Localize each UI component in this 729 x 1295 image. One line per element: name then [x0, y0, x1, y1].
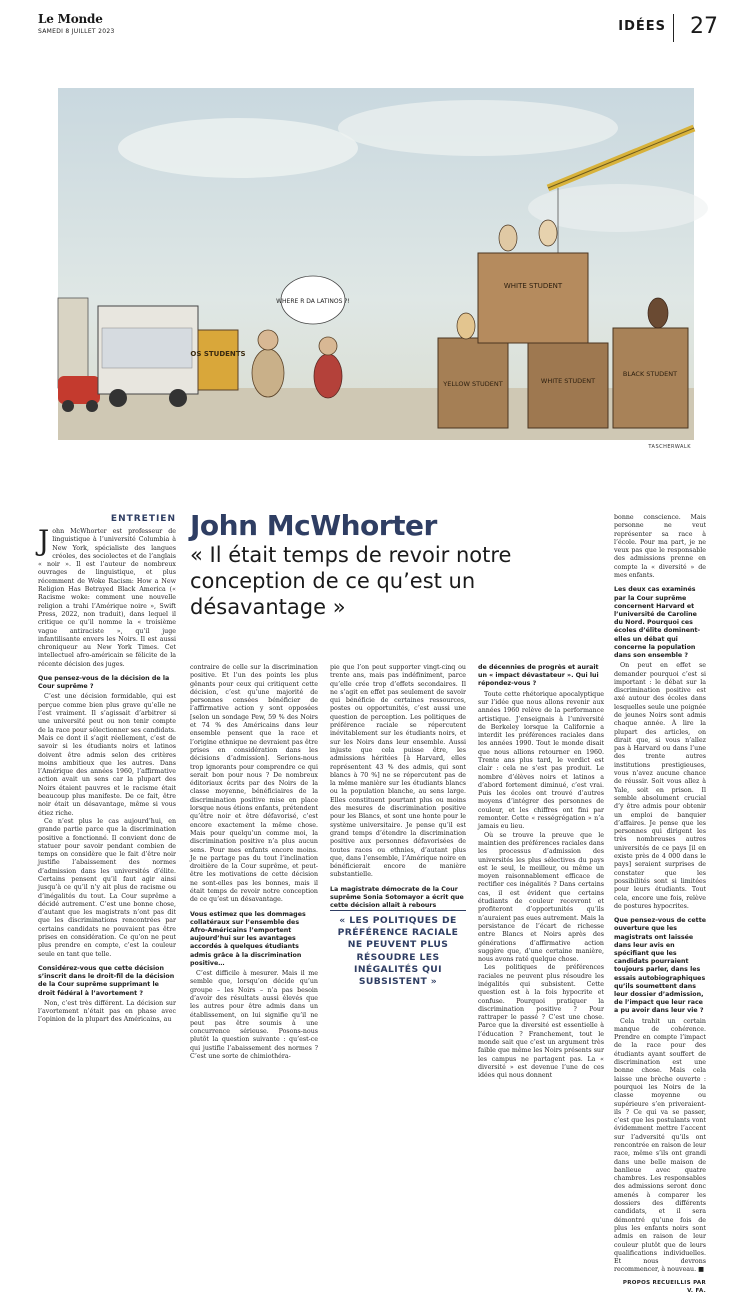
- question: Que pensez-vous de cette ouverture que les magistrats ont laissée dans leur avis en spécifiant que les candidats pourraient toujours parler, dans les essais autobiographiques qu’ils soumettent dans leur dossier d’admission, de l’impact que leur race a pu avoir dans leur vie ?: [614, 917, 706, 1015]
- answer: C’est une décision formidable, qui est perçue comme bien plus grave qu’elle ne l’est vraiment. Il s’agissait d’arbitrer si une université peut ou non tenir compte de la race pour sélectionner ses candidats. Mais ce dont il s’agit réellement, c’est de savoir si les étudiants noirs et latinos doivent être admis selon des critères moins ambitieux que les autres. Dans l’Amérique des années 1960, l’affirmative action avait un sens car la plupart des Noirs étaient pauvres et le racisme était beaucoup plus manifeste. De ce fait, être noir était un désavantage, même si vous étiez riche.: [38, 693, 176, 817]
- car-wheel: [62, 400, 74, 412]
- question: Les deux cas examinés par la Cour suprême concernent Harvard et l’université de Caroline du Nord. Pourquoi ces écoles d’élite dominent-elles un débat qui concerne la population dans son ensemble ?: [614, 586, 701, 659]
- byline: PROPOS RECUEILLIS PAR V. FA.: [622, 1279, 706, 1295]
- white-crate-2-label: WHITE STUDENT: [540, 377, 596, 385]
- answer: Ce n’est plus le cas aujourd’hui, en grande partie parce que la discrimination positive a fonctionné. Il convient donc de statuer pour savoir pendant combien de temps on considère que le fait d’être noir justifie l’abaissement des normes d’admission dans les universités d’élite. Certains pensent qu’il faut agir ainsi jusqu’à ce qu’il n’y ait plus de racisme ou d’inégalités du tout. La Cour suprême a décidé autrement. C’est une bonne chose, d’autant que les magistrats n’ont pas dit que les discriminations rencontrées par certains candidats ne pouvaient pas être prises en considération. Ce qu’on ne peut plus prendre en compte, c’est la couleur seule en tant que telle.: [38, 817, 176, 958]
- white-student-crate-2: [528, 343, 608, 428]
- figure-latino: [252, 349, 284, 397]
- figure-student: [314, 354, 342, 398]
- article-title: « Il était temps de revoir notre conception de ce qu’est un désavantage »: [190, 543, 512, 619]
- answer: Où se trouve la preuve que le maintien des préférences raciales dans les processus d’admission des universités les plus sélectives du pays est le seul, le meilleur, ou même un moyen raisonnablement efficace de rectifier ces inégalités ? Dans certains cas, il est évident que certains étudiants de couleur recevront et profiteront d’opportunités qu’ils n’auraient pas eues autrement. Mais la persistance de l’écart de richesse entre Blancs et Noirs après des générations d’affirmative action suggère que, d’une certaine manière, nous avons raté quelque chose.: [478, 831, 604, 964]
- answer: Les politiques de préférences raciales ne peuvent plus résoudre les inégalités qui subsistent. Cette question est à la fois hypocrite et confuse. Pourquoi pratiquer la discrimination positive ? Pour rattraper le passé ? C’est une chose. Parce que la diversité est essentielle à l’éducation ? Franchement, tout le monde sait que c’est un argument très faible que même les Noirs présents sur les campus ne partagent pas. La « diversité » est devenue l’une de ces idées qui nous donnent: [478, 964, 604, 1080]
- red-car: [58, 376, 100, 404]
- pullquote-rule-top: [330, 910, 466, 911]
- figure-head: [319, 337, 337, 355]
- figure-on-crate: [648, 298, 668, 328]
- car-wheel: [86, 400, 98, 412]
- article-kicker: ENTRETIEN: [110, 514, 176, 524]
- illustration: [58, 88, 694, 440]
- cloud: [338, 100, 618, 156]
- truck-wheel: [109, 389, 127, 407]
- question: Considérez-vous que cette décision s’inscrit dans le droit-fil de la décision de la Cour suprême supprimant le droit fédéral à l’avortement ?: [38, 964, 175, 997]
- os-crate-label: OS STUDENTS: [190, 350, 246, 358]
- issue-date: SAMEDI 8 JUILLET 2023: [38, 28, 115, 35]
- interviewee-name: John McWhorter: [190, 509, 437, 542]
- answer: C’est difficile à mesurer. Mais il me semble que, lorsqu’on décide qu’un groupe – les Noirs – n’a pas besoin d’avoir des résultats aussi élevés que les autres pour être admis dans un établissement, on lui signifie qu’il ne peut pas être soumis à une concurrence sérieuse. Posons-nous plutôt la question suivante : qu’est-ce qui justifie l’abaissement des normes ? C’est une sorte de chimiothéra-: [190, 970, 318, 1060]
- answer: pie que l’on peut supporter vingt-cinq ou trente ans, mais pas indéfiniment, parce qu’elle crée trop d’effets secondaires. Il ne s’agit en effet pas seulement de savoir qui bénéficie de certaines ressources, postes ou opportunités, c’est aussi une question de perception. Les politiques de préférence raciale se répercutent inévitablement sur les étudiants noirs, et sur les Noirs dans leur ensemble. Aussi injuste que cela puisse être, les admissions héritées [à Harvard, elles représentent 43 % des admis, qui sont blancs à 70 %] ne se répercutent pas de la même manière sur les étudiants blancs ou la population blanche, au sens large. Elles constituent pourtant plus ou moins des mesures de discrimination positive pour les Blancs, et sont une honte pour le système universitaire. Je pense qu’il est grand temps d’étendre la discrimination positive aux personnes défavorisées de toutes races ou ethnies, d’autant plus que, dans l’ensemble, l’Amérique noire en bénéficierait encore de manière substantielle.: [330, 664, 466, 879]
- column-1: [38, 524, 176, 1025]
- yellow-crate-label: YELLOW STUDENT: [443, 380, 503, 388]
- house: [58, 298, 88, 388]
- answer: On peut en effet se demander pourquoi c’est si important : le débat sur la discrimination positive est axé autour des écoles dans lesquelles seule une poignée de jeunes Noirs sont admis chaque année. À lire la plupart des articles, on dirait que, si vous n’allez pas à Harvard ou dans l’une des trente autres institutions prestigieuses, vous n’avez aucune chance de réussir. Soit vous allez à Yale, soit en prison. Il semble absolument crucial d’y être admis pour obtenir un emploi de banquier d’affaires. Je pense que les personnes qui dirigent les très nombreuses autres universités de ce pays [il en existe près de 4 000 dans le pays] seraient surprises de constater que les possibilités sont si limitées pour leurs étudiants. Tout cela, encore une fois, relève de postures hypocrites.: [614, 662, 706, 910]
- section-name: IDÉES: [618, 19, 666, 34]
- answer: Cela trahit un certain manque de cohérence. Prendre en compte l’impact de la race pour des étudiants ayant souffert de discrimination est une bonne chose. Mais cela laisse une brèche ouverte : pourquoi les Noirs de la classe moyenne ou supérieure s’en priveraient-ils ? Ce qui va se passer, c’est que les postulants vont évidemment mettre l’accent sur l’adversité qu’ils ont rencontrée en raison de leur race, même s’ils ont grandi dans une belle maison de banlieue avec quatre chambres. Les responsables des admissions seront donc amenés à comparer les dossiers des différents candidats, et il sera démontré qu’une fois de plus les enfants noirs sont admis en raison de leur couleur plutôt que de leurs qualifications individuelles. Et nous devrons recommencer, à nouveau. ■: [614, 1017, 706, 1274]
- header-divider: [673, 14, 674, 42]
- black-student-crate: [613, 328, 688, 428]
- drop-cap: J: [38, 524, 50, 557]
- answer: bonne conscience. Mais personne ne veut représenter sa race à l’école. Pour ma part, je ne veux pas que le responsable des admissions prenne en compte la « diversité » de mes enfants.: [614, 514, 706, 580]
- illustration-credit: TASCHERWALK: [648, 444, 691, 450]
- truck-wheel: [169, 389, 187, 407]
- intro-paragraph: John McWhorter est professeur de linguistique à l’université Columbia à New York, spécialiste des langues créoles, des sociolectes et de l’anglais « noir ». Il est l’auteur de nombreux ouvrages de linguistique, et plus récemment de Woke Racism: How a New Religion Has Betrayed Black America (« Racisme woke: comment une nouvelle religion a trahi l’Amérique noire », Swift Press, 2022, non traduit), dans lequel il critique ce qu’il nomme la « troisième vague antiraciste », qu’il juge infantilisante envers les Noirs. Il est aussi chroniqueur au New York Times. Cet intellectuel afro-américain se félicite de la récente décision des juges.: [38, 524, 176, 668]
- pull-quote: « LES POLITIQUES DE PRÉFÉRENCE RACIALE NE PEUVENT PLUS RÉSOUDRE LES INÉGALITÉS QUI SUBSISTENT »: [337, 915, 459, 988]
- figure-head: [258, 330, 278, 350]
- figure-on-crate: [539, 220, 557, 246]
- column-2: [190, 664, 318, 1061]
- figure-on-crate: [499, 225, 517, 251]
- figure-on-crate: [457, 313, 475, 339]
- os-crate: [198, 330, 238, 390]
- question: La magistrate démocrate de la Cour suprême Sonia Sotomayor a écrit que cette décision allait à rebours: [330, 885, 464, 910]
- answer: contraire de celle sur la discrimination positive. Et l’un des points les plus gênants pour ceux qui critiquent cette décision, c’est qu’une majorité de personnes censées bénéficier de l’affirmative action y sont opposées [selon un sondage Pew, 59 % des Noirs et 74 % des Américains dans leur ensemble pensent que la race et l’origine ethnique ne devraient pas être prises en considération dans les décisions d’admission]. Serions-nous trop ignorants pour comprendre ce qui serait bon pour nous ? De nombreux éditoriaux écrits par des Noirs de la classe moyenne, bénéficiaires de la discrimination positive mise en place lorsque nous étions enfants, prétendent qu’être noir et être défavorisé, c’est encore exactement la même chose. Mais pour quelqu’un comme moi, la discrimination positive n’a plus aucun sens. Pour mes enfants encore moins. Je ne partage pas du tout l’inclination droitière de la Cour suprême, et peut-être les motivations de cette décision ne sont-elles pas les bonnes, mais il était temps de revoir notre conception de ce qu’est un désavantage.: [190, 664, 318, 904]
- cloud: [118, 118, 358, 178]
- column-3: [330, 664, 466, 912]
- column-5: [614, 514, 706, 1295]
- answer: Toute cette rhétorique apocalyptique sur l’idée que nous allons revenir aux années 1960 relève de la performance artistique. J’enseignais à l’université de Berkeley lorsque la Californie a interdit les préférences raciales dans les années 1990. Tout le monde disait que nous allions retourner en 1960. Trente ans plus tard, le verdict est clair : cela ne s’est pas produit. Le nombre d’élèves noirs et latinos a d’abord fortement diminué, c’est vrai. Puis les écoles ont trouvé d’autres moyens d’intégrer des personnes de couleur, et les chiffres ont fini par remonter. Cette « rességrégation » n’a jamais eu lieu.: [478, 690, 604, 831]
- newspaper-logo: Le Monde: [38, 12, 103, 26]
- white-student-crate: [478, 253, 588, 343]
- answer: Non, c’est très différent. La décision sur l’avortement n’était pas en phase avec l’opinion de la plupart des Américains, au: [38, 999, 176, 1024]
- truck-window: [102, 328, 192, 368]
- question: de décennies de progrès et aurait un « impact dévastateur ». Qui lui répondez-vous ?: [478, 664, 599, 688]
- column-4: [478, 664, 604, 1081]
- question: Que pensez-vous de la décision de la Cour suprême ?: [38, 675, 170, 691]
- white-crate-label: WHITE STUDENT: [503, 282, 563, 290]
- page-number: 27: [690, 14, 718, 39]
- cartoon-drawing: [58, 88, 694, 440]
- question: Vous estimez que les dommages collatéraux sur l’ensemble des Afro-Américains l’emportent aujourd’hui sur les avantages accordés à quelques étudiants admis grâce à la discrimination positive…: [190, 910, 306, 967]
- speech-bubble-text: WHERE R DA LATINOS ?!: [276, 298, 350, 305]
- black-crate-label: BLACK STUDENT: [622, 370, 678, 378]
- page-header: [38, 8, 718, 48]
